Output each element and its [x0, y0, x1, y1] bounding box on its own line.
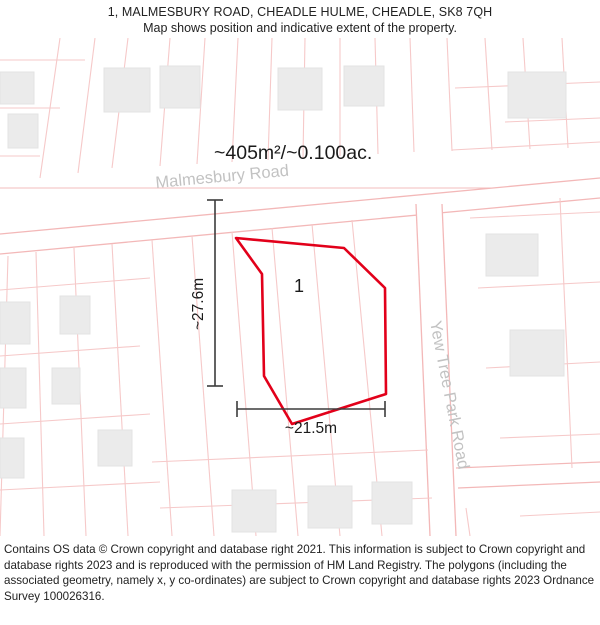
area-label: ~405m²/~0.100ac.	[214, 142, 373, 164]
street-label-malmesbury: Malmesbury Road	[154, 161, 290, 192]
buildings-north	[0, 66, 566, 148]
plot-number: 1	[293, 276, 305, 296]
property-outline	[236, 238, 386, 424]
dimension-horizontal-label: ~21.5m	[284, 420, 338, 437]
dimension-horizontal	[237, 401, 385, 417]
street-label-yew-tree-park: Yew Tree Park Road	[426, 319, 473, 471]
page-title: 1, MALMESBURY ROAD, CHEADLE HULME, CHEADLE, SK8 7QH	[107, 5, 493, 19]
road-east-connector	[456, 462, 600, 488]
page-subtitle: Map shows position and indicative extent of the property.	[143, 21, 457, 35]
map-canvas[interactable]	[0, 38, 600, 536]
dimension-vertical-label: ~27.6m	[190, 277, 207, 330]
copyright-text: Contains OS data © Crown copyright and database right 2021. This information is subject to Crown copyright and database rights 2023 and is reproduced with the permission of HM Land Registry. The polygons (including the associated geometry, namely x, y co-ordinates) are subject to Crown copyright and database rights 2023 Ordnance Survey 100026316.	[4, 543, 595, 603]
copyright-footer	[0, 536, 600, 625]
page-header	[0, 0, 600, 38]
